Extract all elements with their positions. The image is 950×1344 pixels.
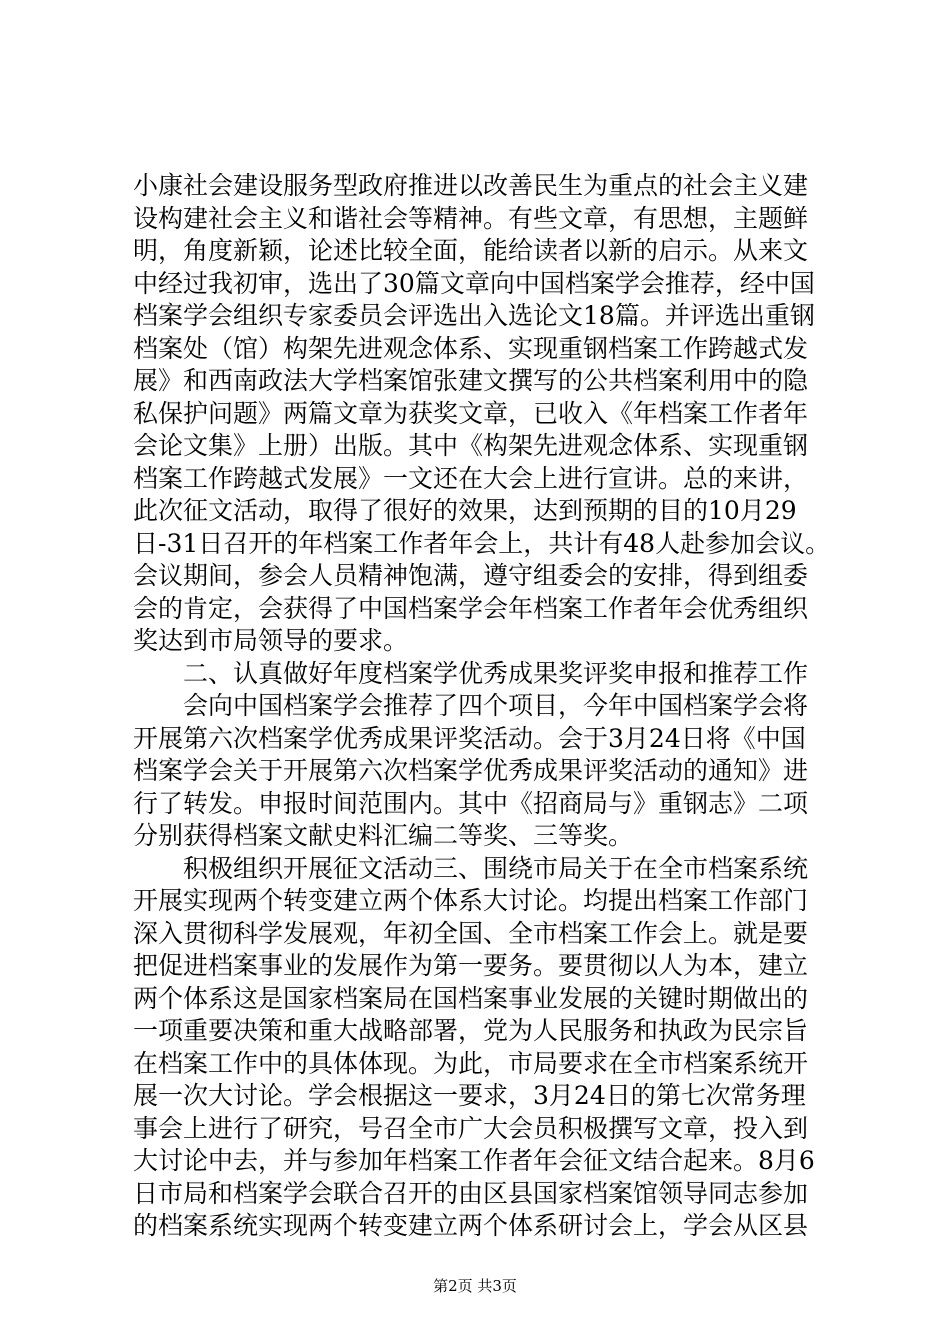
text-line: 档案工作跨越式发展》一文还在大会上进行宣讲。总的来讲， (133, 463, 809, 493)
text-line: 二、认真做好年度档案学优秀成果奖评奖申报和推荐工作 (183, 658, 809, 688)
text-line: 两个体系这是国家档案局在国档案事业发展的关键时期做出的 (133, 983, 809, 1013)
text-line: 积极组织开展征文活动三、围绕市局关于在全市档案系统 (183, 853, 809, 883)
text-line: 展一次大讨论。学会根据这一要求，3月24日的第七次常务理 (133, 1081, 806, 1110)
text-line: 事会上进行了研究，号召全市广大会员积极撰写文章，投入到 (133, 1113, 809, 1143)
text-line: 档案学会关于开展第六次档案学优秀成果评奖活动的通知》进 (133, 756, 809, 785)
text-line: 设构建社会主义和谐社会等精神。有些文章，有思想，主题鲜 (133, 203, 809, 233)
text-line: 会的肯定，会获得了中国档案学会年档案工作者年会优秀组织 (133, 593, 809, 623)
text-line: 中经过我初审，选出了30篇文章向中国档案学会推荐，经中国 (133, 268, 815, 298)
text-line: 在档案工作中的具体体现。为此，市局要求在全市档案系统开 (133, 1048, 809, 1078)
text-line: 小康社会建设服务型政府推进以改善民生为重点的社会主义建 (133, 171, 809, 200)
text-line: 开展第六次档案学优秀成果评奖活动。会于3月24日将《中国 (133, 723, 806, 753)
text-line: 档案处（馆）构架先进观念体系、实现重钢档案工作跨越式发 (133, 333, 809, 363)
text-line: 私保护问题》两篇文章为获奖文章，已收入《年档案工作者年 (133, 398, 809, 428)
text-line: 一项重要决策和重大战略部署，党为人民服务和执政为民宗旨 (133, 1016, 809, 1045)
text-line: 展》和西南政法大学档案馆张建文撰写的公共档案利用中的隐 (133, 366, 809, 395)
page-footer: 第2页 共3页 (433, 1277, 517, 1295)
text-line: 的档案系统实现两个转变建立两个体系研讨会上，学会从区县 (133, 1211, 809, 1240)
text-line: 奖达到市局领导的要求。 (133, 626, 409, 655)
text-line: 日市局和档案学会联合召开的由区县国家档案馆领导同志参加 (133, 1178, 809, 1208)
text-line: 行了转发。申报时间范围内。其中《招商局与》重钢志》二项 (133, 788, 809, 818)
text-line: 把促进档案事业的发展作为第一要务。要贯彻以人为本，建立 (133, 951, 809, 980)
text-line: 明，角度新颖，论述比较全面，能给读者以新的启示。从来文 (133, 236, 809, 265)
text-line: 开展实现两个转变建立两个体系大讨论。均提出档案工作部门 (133, 886, 809, 915)
text-line: 会向中国档案学会推荐了四个项目，今年中国档案学会将 (183, 691, 809, 720)
text-line: 分别获得档案文献史料汇编二等奖、三等奖。 (133, 821, 634, 850)
text-line: 档案学会组织专家委员会评选出入选论文18篇。并评选出重钢 (133, 301, 815, 330)
document-body (133, 170, 833, 1243)
text-line: 日-31日召开的年档案工作者年会上，共计有48人赴参加会议。 (133, 528, 831, 558)
text-line: 此次征文活动，取得了很好的效果，达到预期的目的10月29 (133, 496, 797, 525)
text-line: 会议期间，参会人员精神饱满，遵守组委会的安排，得到组委 (133, 561, 809, 590)
text-line: 深入贯彻科学发展观，年初全国、全市档案工作会上。就是要 (133, 918, 809, 948)
text-line: 会论文集》上册）出版。其中《构架先进观念体系、实现重钢 (133, 431, 809, 460)
text-line: 大讨论中去，并与参加年档案工作者年会征文结合起来。8月6 (133, 1146, 815, 1175)
